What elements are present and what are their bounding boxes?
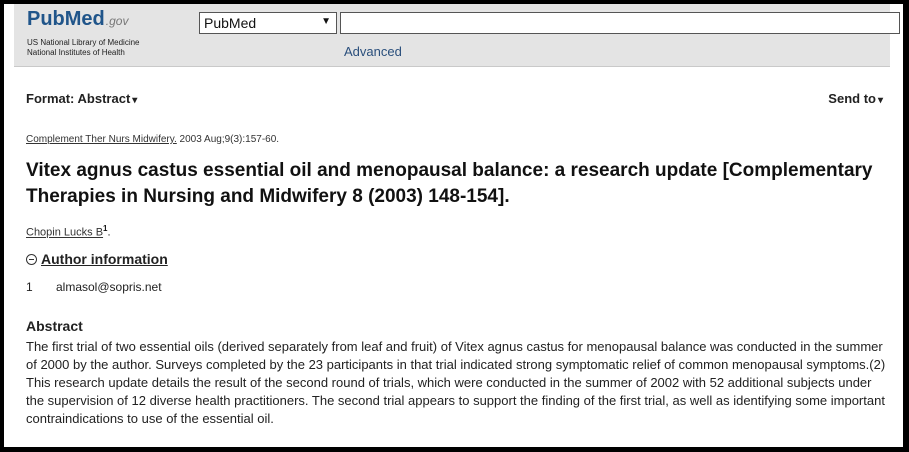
pubmed-header — [14, 4, 890, 67]
pubmed-logo[interactable] — [27, 8, 128, 31]
author-information-label: Author information — [41, 251, 168, 267]
authors — [26, 224, 111, 239]
journal-link[interactable]: Complement Ther Nurs Midwifery. — [26, 134, 177, 145]
citation — [26, 134, 279, 145]
citation-details: 2003 Aug;9(3):157-60. — [176, 134, 280, 145]
search-input[interactable] — [340, 12, 900, 34]
advanced-search-link[interactable]: Advanced — [344, 44, 402, 59]
collapse-minus-icon — [26, 254, 37, 265]
author-link[interactable]: Chopin Lucks B — [26, 226, 104, 239]
abstract-text: The first trial of two essential oils (derived separately from leaf and fruit) of Vitex agnus castus for menopausal balance was conducted in the summer of 2000 by the author. Surveys completed by the 23 participants in that trial indicated strong symptomatic relief of common menopausal symptoms.(2) This research update details the result of the second round of trials, which were conducted in the summer of 2002 with 52 additional subjects under the supervision of 12 diverse health practitioners. The second trial appears to support the finding of the first trial, as well as identifying some important contraindications to use of the essential oil. — [26, 339, 886, 426]
affiliation-text: almasol@sopris.net — [56, 280, 162, 294]
caret-down-icon: ▾ — [132, 95, 138, 106]
article-title: Vitex agnus castus essential oil and menopausal balance: a research update [Complementary Therapies in Nursing and Midwifery 8 (2003) 148-154]. — [26, 160, 873, 207]
org-line-1: US National Library of Medicine — [27, 38, 140, 47]
database-selected-value: PubMed — [204, 15, 257, 31]
logo-text: PubMed — [27, 8, 105, 30]
format-label: Format: — [26, 91, 75, 106]
author-period: . — [107, 226, 111, 239]
format-dropdown[interactable] — [26, 91, 137, 106]
nlm-org-text — [27, 38, 140, 58]
affiliation-number: 1 — [26, 280, 33, 294]
send-to-dropdown[interactable] — [828, 91, 883, 106]
send-to-label: Send to — [828, 91, 876, 106]
abstract-heading: Abstract — [26, 318, 83, 334]
author-information-toggle[interactable] — [26, 251, 168, 267]
org-line-2: National Institutes of Health — [27, 48, 125, 57]
dropdown-arrow-icon: ▼ — [321, 16, 331, 27]
caret-down-icon: ▾ — [877, 95, 883, 106]
database-select[interactable] — [199, 12, 337, 34]
affiliation-item — [26, 280, 162, 294]
logo-suffix: .gov — [105, 14, 129, 28]
format-value: Abstract — [77, 91, 131, 106]
author-affiliation-sup[interactable]: 1 — [103, 224, 108, 233]
